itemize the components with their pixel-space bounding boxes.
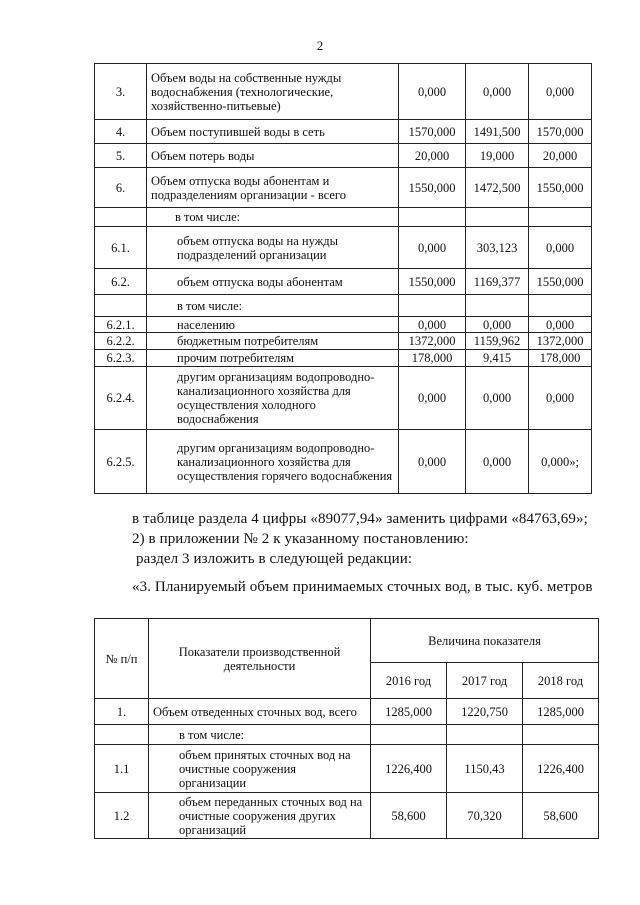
table-row [95, 333, 592, 350]
table-row [95, 269, 592, 295]
value-2017: 1472,500 [466, 168, 529, 208]
value-2017: 1220,750 [447, 699, 523, 725]
value-2018: 178,000 [529, 350, 592, 367]
value-2018: 58,600 [523, 793, 599, 839]
table-row [95, 317, 592, 333]
value-2016 [399, 208, 466, 227]
value-2016: 0,000 [399, 227, 466, 269]
header-indicator: Показатели производственной деятельности [149, 619, 371, 699]
header-year-2017: 2017 год [447, 663, 523, 699]
row-label: населению [147, 317, 399, 333]
value-2018: 0,000 [529, 317, 592, 333]
row-label: объем принятых сточных вод на очистные сооружения организации [149, 745, 371, 793]
value-2017: 1159,962 [466, 333, 529, 350]
value-2017 [466, 295, 529, 317]
value-2016: 20,000 [399, 144, 466, 168]
row-number: 6. [95, 168, 147, 208]
row-label: бюджетным потребителям [147, 333, 399, 350]
row-label: другим организациям водопроводно-канализационного хозяйства для осуществления холодного водоснабжения [147, 367, 399, 430]
value-2016: 1372,000 [399, 333, 466, 350]
value-2017: 19,000 [466, 144, 529, 168]
row-label: прочим потребителям [147, 350, 399, 367]
row-number: 6.2.1. [95, 317, 147, 333]
row-number: 6.2.3. [95, 350, 147, 367]
table-row [95, 725, 599, 745]
row-label: объем отпуска воды на нужды подразделений организации [147, 227, 399, 269]
table-row [95, 227, 592, 269]
paragraph-appendix2: 2) в приложении № 2 к указанному постановлению: [132, 531, 469, 547]
value-2016 [371, 725, 447, 745]
row-number: 6.2.2. [95, 333, 147, 350]
row-number: 1. [95, 699, 149, 725]
row-number [95, 295, 147, 317]
row-number: 6.2.5. [95, 430, 147, 494]
row-label: Объем поступившей воды в сеть [147, 120, 399, 144]
value-2016: 0,000 [399, 430, 466, 494]
value-2016 [399, 295, 466, 317]
value-2018 [523, 725, 599, 745]
row-number: 6.1. [95, 227, 147, 269]
value-2018: 1226,400 [523, 745, 599, 793]
paragraph-section3: раздел 3 изложить в следующей редакции: [136, 551, 413, 567]
table-row [95, 793, 599, 839]
table-row [95, 367, 592, 430]
value-2018: 1372,000 [529, 333, 592, 350]
value-2018: 1285,000 [523, 699, 599, 725]
table-row [95, 430, 592, 494]
value-2018: 0,000 [529, 227, 592, 269]
value-2016: 1285,000 [371, 699, 447, 725]
table-row [95, 64, 592, 120]
value-2017: 9,415 [466, 350, 529, 367]
value-2017: 1169,377 [466, 269, 529, 295]
row-number: 4. [95, 120, 147, 144]
value-2017: 0,000 [466, 64, 529, 120]
row-label: Объем потерь воды [147, 144, 399, 168]
value-2018: 1570,000 [529, 120, 592, 144]
row-label: объем переданных сточных вод на очистные сооружения других организаций [149, 793, 371, 839]
value-2017 [447, 725, 523, 745]
value-2017 [466, 208, 529, 227]
value-2017: 303,123 [466, 227, 529, 269]
value-2018: 1550,000 [529, 168, 592, 208]
value-2018: 20,000 [529, 144, 592, 168]
row-label: другим организациям водопроводно-канализационного хозяйства для осуществления горячего водоснабжения [147, 430, 399, 494]
row-label: Объем отведенных сточных вод, всего [149, 699, 371, 725]
paragraph-table4-replace: в таблице раздела 4 цифры «89077,94» заменить цифрами «84763,69»; [132, 511, 588, 527]
value-2018: 0,000»; [529, 430, 592, 494]
value-2016: 0,000 [399, 367, 466, 430]
value-2016: 178,000 [399, 350, 466, 367]
header-year-2016: 2016 год [371, 663, 447, 699]
header-row [95, 619, 599, 663]
header-value-group: Величина показателя [371, 619, 599, 663]
row-number: 5. [95, 144, 147, 168]
row-number: 6.2. [95, 269, 147, 295]
value-2017: 1150,43 [447, 745, 523, 793]
value-2016: 1226,400 [371, 745, 447, 793]
row-number: 3. [95, 64, 147, 120]
table-row [95, 208, 592, 227]
value-2016: 1570,000 [399, 120, 466, 144]
row-number: 6.2.4. [95, 367, 147, 430]
value-2017: 0,000 [466, 430, 529, 494]
table-row [95, 699, 599, 725]
header-num: № п/п [95, 619, 149, 699]
section-heading: «3. Планируемый объем принимаемых сточных вод, в тыс. куб. метров [132, 579, 593, 595]
row-label: в том числе: [147, 208, 399, 227]
row-label: в том числе: [147, 295, 399, 317]
value-2018 [529, 208, 592, 227]
row-label: в том числе: [149, 725, 371, 745]
value-2018: 0,000 [529, 367, 592, 430]
value-2017: 70,320 [447, 793, 523, 839]
row-number: 1.2 [95, 793, 149, 839]
row-label: Объем отпуска воды абонентам и подразделениям организации - всего [147, 168, 399, 208]
value-2016: 58,600 [371, 793, 447, 839]
value-2018 [529, 295, 592, 317]
value-2017: 0,000 [466, 317, 529, 333]
row-label: Объем воды на собственные нужды водоснабжения (технологические, хозяйственно-питьевые) [147, 64, 399, 120]
value-2017: 1491,500 [466, 120, 529, 144]
table-row [95, 295, 592, 317]
value-2016: 0,000 [399, 64, 466, 120]
table-row [95, 350, 592, 367]
table-row [95, 168, 592, 208]
table-row [95, 144, 592, 168]
water-volume-table [94, 63, 592, 494]
wastewater-table [94, 618, 599, 839]
header-year-2018: 2018 год [523, 663, 599, 699]
row-label: объем отпуска воды абонентам [147, 269, 399, 295]
row-number [95, 725, 149, 745]
row-number: 1.1 [95, 745, 149, 793]
value-2016: 1550,000 [399, 168, 466, 208]
value-2018: 0,000 [529, 64, 592, 120]
value-2017: 0,000 [466, 367, 529, 430]
table-row [95, 120, 592, 144]
value-2016: 0,000 [399, 317, 466, 333]
page-number: 2 [316, 38, 324, 53]
value-2016: 1550,000 [399, 269, 466, 295]
table-row [95, 745, 599, 793]
value-2018: 1550,000 [529, 269, 592, 295]
row-number [95, 208, 147, 227]
